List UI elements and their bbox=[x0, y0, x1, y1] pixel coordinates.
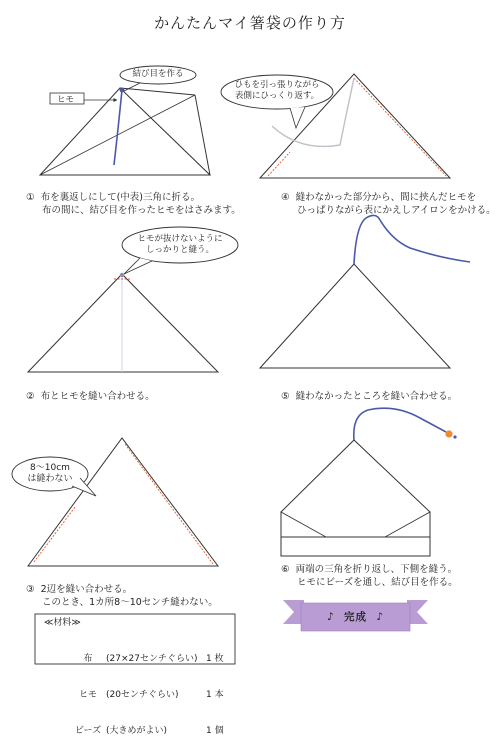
pull-callout-line2: 表側にひっくり返す。 bbox=[234, 91, 320, 101]
material-spec: (大きめがよい) bbox=[106, 726, 168, 736]
step-text: 両端の三角を折り返し、下側を縫う。 bbox=[295, 564, 458, 575]
gap-callout bbox=[14, 463, 86, 485]
bubble-pointer bbox=[290, 107, 305, 128]
stitch-line bbox=[125, 444, 213, 564]
stitch-line bbox=[268, 152, 290, 176]
fabric-edge bbox=[120, 88, 195, 95]
step-number: ③ bbox=[26, 584, 35, 595]
step-text: ヒモにビーズを通し、結び目を作る。 bbox=[297, 577, 458, 588]
step-number: ① bbox=[26, 192, 35, 203]
step5-figure bbox=[260, 215, 470, 368]
step-2 bbox=[26, 390, 155, 403]
gap-callout-line2: は縫わない bbox=[27, 474, 73, 484]
right-fold bbox=[385, 512, 430, 537]
knot-callout: 結び目を作る bbox=[132, 69, 184, 79]
step-number: ② bbox=[26, 391, 35, 402]
step-5 bbox=[281, 390, 457, 403]
step-text: このとき、1カ所8～10センチ縫わない。 bbox=[42, 597, 218, 608]
step-text: 縫わなかった部分から、間に挟んだヒモを bbox=[295, 192, 477, 203]
sew-callout bbox=[124, 234, 236, 256]
material-spec: (27×27センチぐらい) bbox=[106, 654, 198, 664]
step-number: ⑥ bbox=[281, 564, 290, 575]
step6-figure bbox=[281, 408, 457, 556]
gap-callout-line1: 8～10cm bbox=[30, 463, 70, 473]
knot bbox=[120, 88, 125, 93]
step-text: ひっぱりながら表にかえしアイロンをかける。 bbox=[297, 205, 496, 216]
material-item bbox=[70, 725, 224, 737]
knot bbox=[120, 273, 124, 277]
string bbox=[354, 215, 470, 264]
step-text: 2辺を縫い合わせる。 bbox=[40, 584, 133, 595]
music-note-icon: ♪ bbox=[326, 611, 335, 623]
complete-text: 完成 bbox=[344, 611, 367, 623]
materials-heading: ≪材料≫ bbox=[44, 618, 81, 628]
step-text: 布とヒモを縫い合わせる。 bbox=[40, 391, 155, 402]
material-qty: 1 個 bbox=[206, 726, 224, 736]
step-text: 布の間に、結び目を作ったヒモをはさみます。 bbox=[42, 205, 241, 216]
material-item bbox=[70, 653, 224, 665]
step3-figure bbox=[12, 438, 218, 566]
material-name: ヒモ bbox=[78, 690, 97, 700]
sew-callout-line2: しっかりと縫う。 bbox=[145, 245, 214, 255]
string bbox=[354, 408, 446, 440]
material-item bbox=[70, 689, 224, 701]
step-1 bbox=[26, 191, 241, 217]
knot bbox=[453, 435, 456, 438]
pouch-outline bbox=[281, 440, 430, 556]
step-text: 縫わなかったところを縫い合わせる。 bbox=[295, 391, 458, 402]
step-6 bbox=[281, 563, 458, 589]
pull-callout bbox=[222, 80, 332, 102]
step-text: 布を裏返しにして(中表)三角に折る。 bbox=[40, 192, 200, 203]
step-number: ④ bbox=[281, 192, 290, 203]
stitch-line bbox=[34, 507, 75, 562]
step-4 bbox=[281, 191, 496, 217]
step-number: ⑤ bbox=[281, 391, 290, 402]
stitch-line bbox=[354, 78, 446, 176]
material-name: ビーズ bbox=[74, 726, 102, 736]
material-qty: 1 本 bbox=[206, 690, 224, 700]
sew-callout-line1: ヒモが抜けないように bbox=[137, 234, 223, 244]
left-fold bbox=[281, 512, 326, 537]
material-qty: 1 枚 bbox=[206, 654, 224, 664]
page-title: かんたんマイ箸袋の作り方 bbox=[154, 14, 346, 32]
step1-figure bbox=[40, 66, 210, 175]
step-3 bbox=[26, 583, 218, 609]
bead bbox=[445, 430, 452, 437]
triangle bbox=[260, 264, 450, 368]
bubble-pointer bbox=[124, 258, 152, 274]
music-note-icon: ♪ bbox=[376, 611, 385, 623]
complete-label bbox=[301, 609, 410, 624]
himo-label: ヒモ bbox=[57, 95, 75, 105]
material-name: 布 bbox=[83, 654, 93, 664]
string bbox=[114, 90, 122, 165]
materials-list bbox=[70, 629, 224, 749]
material-spec: (20センチぐらい) bbox=[106, 690, 179, 700]
triangle bbox=[28, 274, 218, 372]
pull-callout-line1: ひもを引っ張りながら bbox=[234, 80, 320, 90]
